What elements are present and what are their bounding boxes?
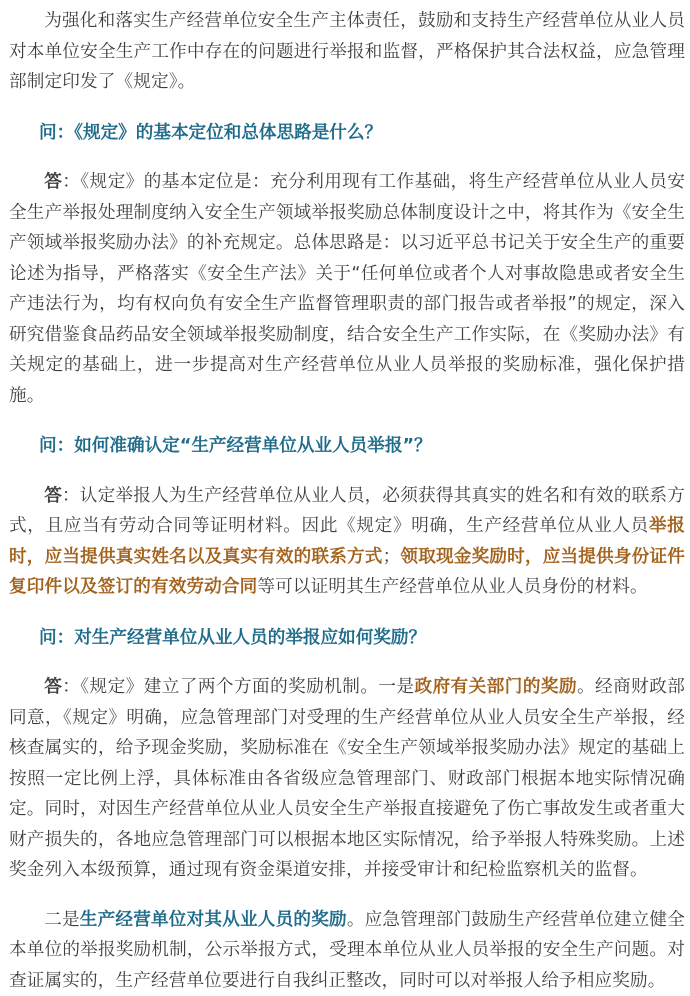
answer-3-highlight: 政府有关部门的奖励 bbox=[415, 677, 577, 697]
question-3: 问：对生产经营单位从业人员的举报应如何奖励？ bbox=[9, 623, 685, 654]
question-1: 问：《规定》的基本定位和总体思路是什么？ bbox=[9, 118, 685, 149]
question-2: 问：如何准确认定“生产经营单位从业人员举报”？ bbox=[9, 431, 685, 462]
answer-2-text-b: ； bbox=[383, 547, 401, 567]
article-body bbox=[9, 6, 685, 996]
answer-1 bbox=[9, 167, 685, 411]
answer-1-text: ：《规定》的基本定位是：充分利用现有工作基础，将生产经营单位从业人员安全生产举报处理制度纳入安全生产领域举报奖励总体制度设计之中，将其作为《安全生产领域举报奖励办法》的补充规定。总体思路是：以习近平总书记关于安全生产的重要论述为指导，严格落实《安全生产法》关于“任何单位或者个人对事故隐患或者安全生产违法行为，均有权向负有安全生产监督管理职责的部门报告或者举报”的规定，深入研究借鉴食品药品安全领域举报奖励制度，结合安全生产工作实际，在《奖励办法》有关规定的基础上，进一步提高对生产经营单位从业人员举报的奖励标准，强化保护措施。 bbox=[9, 172, 685, 406]
answer-3 bbox=[9, 672, 685, 886]
closing-text-a: 二是 bbox=[44, 910, 80, 930]
answer-2-text-a: ：认定举报人为生产经营单位从业人员，必须获得其真实的姓名和有效的联系方式，且应当有劳动合同等证明材料。因此《规定》明确，生产经营单位从业人员 bbox=[9, 486, 685, 537]
answer-2-text-c: 等可以证明其生产经营单位从业人员身份的材料。 bbox=[257, 577, 647, 597]
answer-2 bbox=[9, 481, 685, 603]
answer-2-highlight-b: 领取现金奖励时，应当提供身份证件复印件以及签订的有效劳动合同 bbox=[9, 547, 685, 598]
answer-label: 答 bbox=[44, 677, 62, 697]
answer-3-text-a: ：《规定》建立了两个方面的奖励机制。一是 bbox=[62, 677, 414, 697]
intro-paragraph: 为强化和落实生产经营单位安全生产主体责任，鼓励和支持生产经营单位从业人员对本单位安全生产工作中存在的问题进行举报和监督，严格保护其合法权益，应急管理部制定印发了《规定》。 bbox=[9, 6, 685, 98]
closing-highlight: 生产经营单位对其从业人员的奖励 bbox=[80, 910, 347, 930]
answer-label: 答 bbox=[44, 486, 62, 506]
answer-3-text-b: 。经商财政部同意，《规定》明确，应急管理部门对受理的生产经营单位从业人员安全生产举报，经核查属实的，给予现金奖励，奖励标准在《安全生产领域举报奖励办法》规定的基础上按照一定比例上浮，具体标准由各省级应急管理部门、财政部门根据本地实际情况确定。同时，对因生产经营单位从业人员安全生产举报直接避免了伤亡事故发生或者重大财产损失的，各地应急管理部门可以根据本地区实际情况，给予举报人特殊奖励。上述奖金列入本级预算，通过现有资金渠道安排，并接受审计和纪检监察机关的监督。 bbox=[9, 677, 685, 880]
answer-label: 答 bbox=[44, 172, 62, 192]
closing-text-b: 。应急管理部门鼓励生产经营单位建立健全本单位的举报奖励机制，公示举报方式，受理本单位从业人员举报的安全生产问题。对查证属实的，生产经营单位要进行自我纠正整改，同时可以对举报人给予相应奖励。 bbox=[9, 910, 685, 991]
closing-paragraph bbox=[9, 905, 685, 996]
answer-2-highlight-a: 举报时，应当提供真实姓名以及真实有效的联系方式 bbox=[9, 516, 685, 567]
